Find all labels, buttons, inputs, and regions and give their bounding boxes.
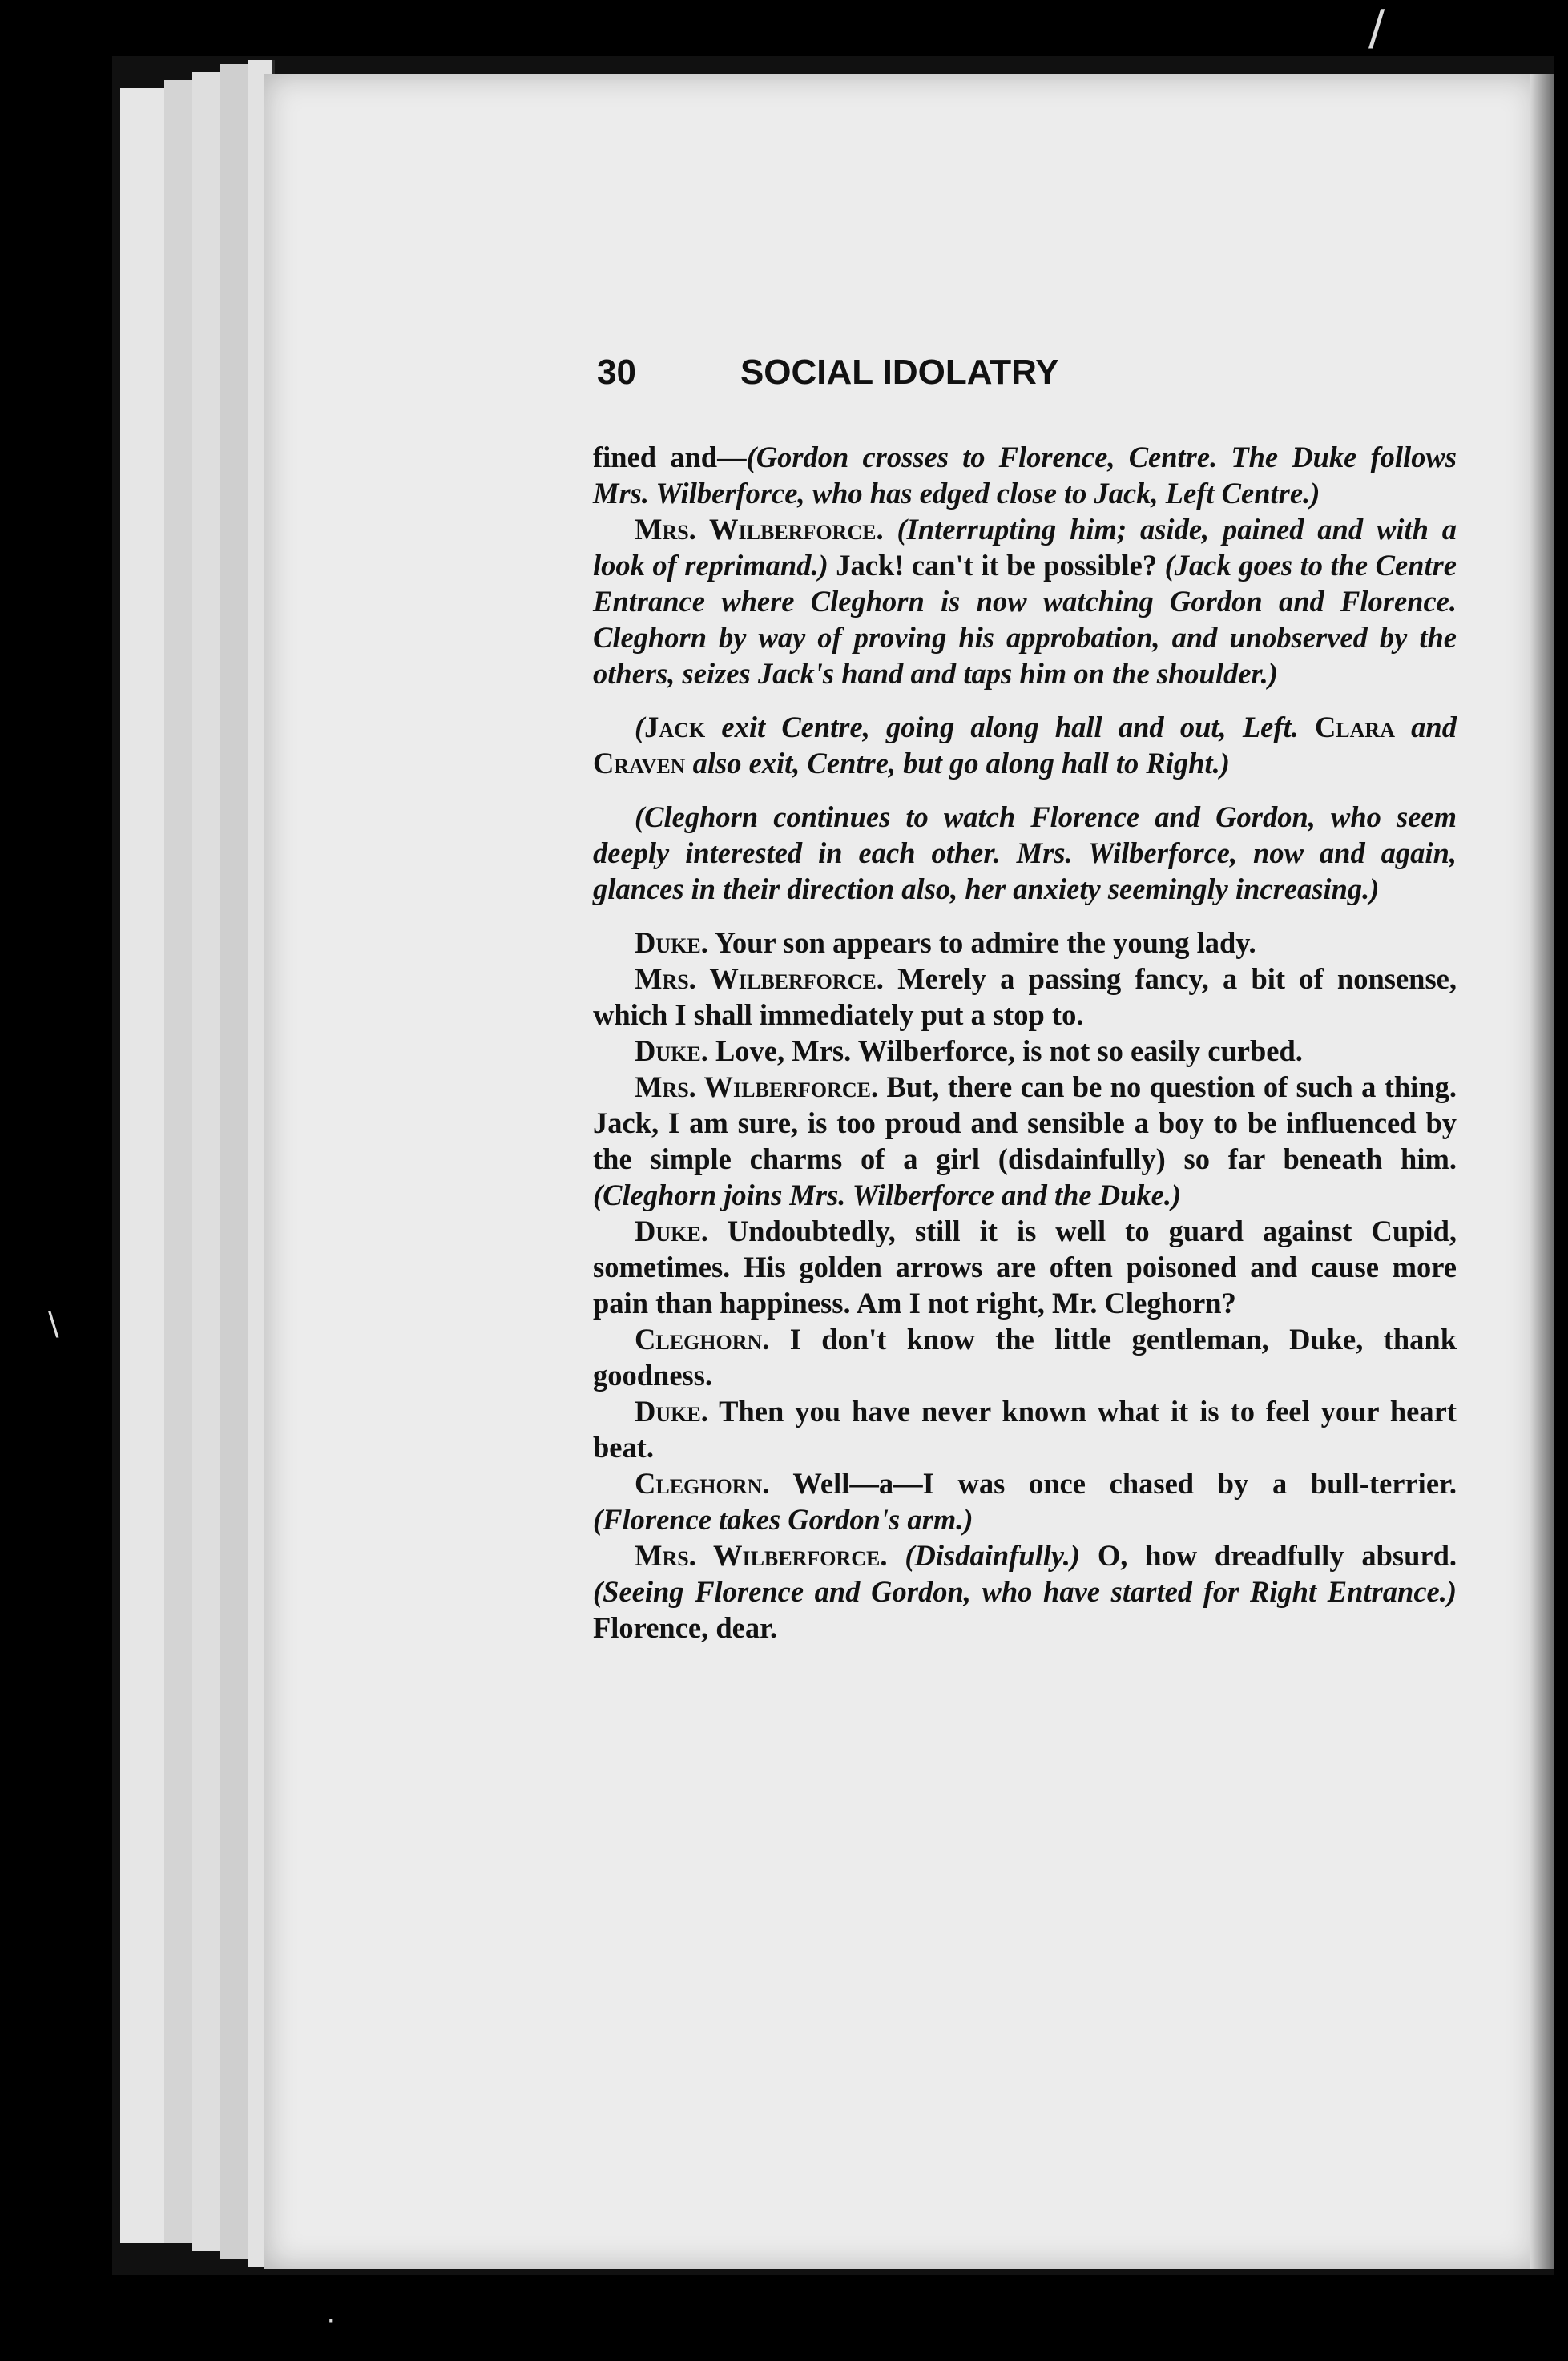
dialogue-paragraph [593, 1393, 1457, 1465]
scan-artifact-mark: · [327, 2307, 335, 2335]
speaker-name: Clara [1314, 711, 1395, 743]
dialogue-text [888, 1539, 905, 1572]
stage-direction: (Cleghorn continues to watch Florence and Gordon, who seem deeply interested in each other. Mrs. Wilberforce, now and again, glances in their direction also, her anxiety seemingly increasing.) [593, 800, 1457, 905]
page-gutter [1530, 74, 1554, 2269]
stage-direction: ( [635, 711, 645, 743]
speaker-name: Duke. [635, 1395, 708, 1428]
speaker-name: Cleghorn. [635, 1467, 770, 1500]
stage-direction: (Disdainfully.) [905, 1539, 1081, 1572]
scan-artifact-mark: \ [48, 1306, 59, 1343]
stage-direction: (Gordon crosses to Florence, Centre. The Duke follows Mrs. Wilberforce, who has edged close to Jack, Left Centre.) [593, 441, 1457, 510]
dialogue-text: Then you have never known what it is to feel your heart beat. [593, 1395, 1457, 1464]
stage-direction: (Interrupting him; aside, pained and with a look of reprimand.) [593, 513, 1457, 582]
speaker-name: Duke. [635, 1034, 708, 1067]
dialogue-text: O, how dreadfully absurd. [1080, 1539, 1457, 1572]
page-edge [120, 88, 171, 2243]
dialogue-text: fined and— [593, 441, 747, 473]
speaker-name: Jack [644, 711, 706, 743]
dialogue-paragraph [593, 961, 1457, 1033]
dialogue-text: But, there can be no question of such a thing. Jack, I am sure, is too proud and sensible a boy to be influenced by the simple charms of a girl (disdainfully) so far beneath him. [593, 1070, 1457, 1175]
book-title: SOCIAL IDOLATRY [740, 353, 1059, 392]
dialogue-text: Love, Mrs. Wilberforce, is not so easily curbed. [707, 1034, 1303, 1067]
dialogue-text: Well—a—I was once chased by a bull-terrier. [769, 1467, 1457, 1500]
stage-direction: (Florence takes Gordon's arm.) [593, 1503, 973, 1536]
speaker-name: Mrs. Wilberforce. [635, 962, 884, 995]
dialogue-paragraph [593, 925, 1457, 961]
continuation-paragraph [593, 439, 1457, 511]
dialogue-text: Merely a passing fancy, a bit of nonsense, which I shall immediately put a stop to. [593, 962, 1457, 1031]
stage-direction: (Jack goes to the Centre Entrance where Cleghorn is now watching Gordon and Florence. Cleghorn by way of proving his approbation, and unobserved by the others, seizes Jack's hand and taps him on the shoulder.) [593, 549, 1457, 690]
scan-artifact-mark: / [1368, 0, 1385, 56]
stage-direction-paragraph [593, 709, 1457, 781]
running-head [597, 353, 1214, 393]
stage-direction: also exit, Centre, but go along hall to Right.) [685, 747, 1230, 780]
dialogue-paragraph [593, 1069, 1457, 1213]
speaker-name: Mrs. Wilberforce. [635, 513, 884, 546]
speaker-name: Cleghorn. [635, 1323, 770, 1356]
stage-direction: (Seeing Florence and Gordon, who have started for Right Entrance.) [593, 1575, 1457, 1608]
dialogue-text: Undoubtedly, still it is well to guard against Cupid, sometimes. His golden arrows are often poisoned and cause more pain than happiness. Am I not right, Mr. Cleghorn? [593, 1215, 1457, 1320]
dialogue-paragraph [593, 1213, 1457, 1321]
dialogue-text: Florence, dear. [593, 1611, 778, 1644]
page-body-text [593, 439, 1457, 1646]
dialogue-paragraph [593, 511, 1457, 691]
speaker-name: Duke. [635, 1215, 708, 1247]
dialogue-paragraph [593, 1465, 1457, 1537]
stage-direction-paragraph [593, 799, 1457, 907]
dialogue-paragraph [593, 1537, 1457, 1646]
speaker-name: Duke. [635, 926, 708, 959]
stage-direction: exit Centre, going along hall and out, Left. [705, 711, 1315, 743]
dialogue-paragraph [593, 1033, 1457, 1069]
dialogue-text: Your son appears to admire the young lady. [707, 926, 1256, 959]
dialogue-text: Jack! can't it be possible? [828, 549, 1165, 582]
dialogue-text: I don't know the little gentleman, Duke, thank goodness. [593, 1323, 1457, 1392]
page-number: 30 [597, 353, 636, 392]
dialogue-paragraph [593, 1321, 1457, 1393]
speaker-name: Mrs. Wilberforce. [635, 1070, 879, 1103]
stage-direction: and [1394, 711, 1457, 743]
stage-direction: (Cleghorn joins Mrs. Wilberforce and the Duke.) [593, 1178, 1182, 1211]
dialogue-text [884, 513, 897, 546]
speaker-name: Mrs. Wilberforce. [635, 1539, 888, 1572]
speaker-name: Craven [593, 747, 686, 780]
